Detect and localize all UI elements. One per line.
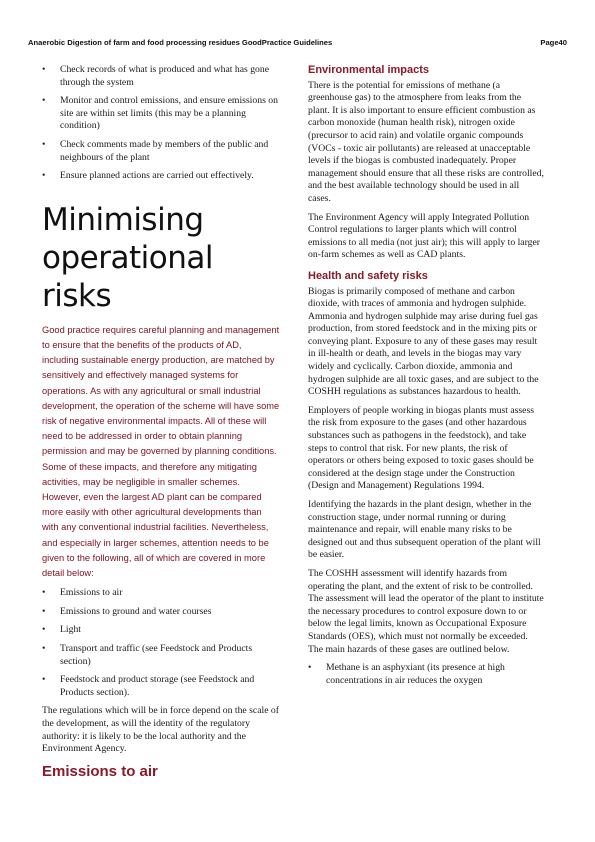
bullet-icon: • (42, 64, 46, 75)
list-item: • Emissions to air (42, 587, 123, 599)
paragraph: There is the potential for emissions of methane (a greenhouse gas) to the atmosphere from leaks from the plant. It is also important to ensure efficient combustion as carbon monoxide (human health risk), nitrogen oxide (precursor to acid rain) and volatile organic compounds (VOCs - toxic air pollutants) are released at unacceptable levels if the biogas is combusted inadequately. Proper management should ensure that all these risks are controlled, and the best available technology should be used in all cases. (308, 79, 544, 204)
list-item: • Emissions to ground and water courses (42, 605, 212, 617)
bullet-icon: • (42, 95, 46, 107)
risk-bullet-list (42, 587, 280, 699)
document-title: Anaerobic Digestion of farm and food processing residues GoodPractice Guidelines (28, 38, 333, 47)
list-item: • Check records of what is produced and what has gone through the system (42, 64, 270, 88)
hazard-bullet-list (308, 662, 544, 687)
top-bullet-list (42, 64, 280, 183)
bullet-icon: • (42, 138, 46, 150)
health-safety-heading: Health and safety risks (308, 269, 428, 282)
regulations-paragraph: The regulations which will be in force depend on the scale of the development, as will the identity of the regulatory authority: it is likely to be the local authority and the Environment Agency. (42, 705, 279, 755)
bullet-icon: • (42, 605, 46, 617)
bullet-icon: • (308, 662, 312, 674)
paragraph: The Environment Agency will apply Integrated Pollution Control regulations to larger plants which will control emissions to all media (not just air); this will apply to larger on-farm schemes as well as CAD plants. (308, 211, 541, 261)
environmental-impacts-heading: Environmental impacts (308, 64, 430, 76)
paragraph: Identifying the hazards in the plant design, whether in the construction stage, under normal running or during maintenance and repair, will enable many risks to be designed out and thus subsequent operation of the plant will be easier. (308, 499, 541, 561)
section-title: Minimising operational risks (42, 201, 213, 314)
paragraph: Employers of people working in biogas plants must assess the risk from exposure to the gases (and other hazardous substances such as pathogens in the feedstock), and take steps to control that risk. For new plants, the risk of operators or others being exposed to toxic gases should be considered at the design stage under the Construction (Design and Management) Regulations 1994. (308, 404, 535, 492)
intro-paragraph: Good practice requires careful planning and management to ensure that the benefits of the products of AD, including sustainable energy production, are matched by sensitively and effectively managed systems for operations. As with any agricultural or small industrial development, the operation of the scheme will have some risk of negative environmental impacts. All of these will need to be addressed in order to obtain planning permission and may be governed by planning conditions. Some of these impacts, and therefore any mitigating activities, may be negligible in smaller schemes. However, even the largest AD plant can be compared more easily with other agricultural developments than with any conventional industrial facilities. Nevertheless, and especially in larger schemes, attention needs to be given to the following, all of which are covered in more detail below: (42, 324, 280, 578)
bullet-icon: • (42, 170, 46, 182)
paragraph: The COSHH assessment will identify hazards from operating the plant, and the extent of risk to be controlled. The assessment will lead the operator of the plant to institute the necessary procedures to control exposure down to or below the legal limits, known as Occupational Exposure Standards (OES), which must not normally be exceeded. The main hazards of these gases are outlined below. (308, 567, 544, 655)
emissions-heading: Emissions to air (42, 762, 158, 780)
list-item: • Check comments made by members of the public and neighbours of the plant (42, 138, 269, 163)
paragraph: Biogas is primarily composed of methane and carbon dioxide, with traces of ammonia and hydrogen sulphide. Ammonia and hydrogen sulphide may arise during fuel gas production, from stored feedstock and in the mixing pits or conveying plant. Exposure to any of these gases may result in ill-health or death, and levels in the biogas may vary widely and cyclically. Carbon dioxide, ammonia and hydrogen sulphide are all toxic gases, and are subject to the COSHH regulations as substances hazardous to health. (308, 285, 539, 398)
page-number: Page40 (540, 38, 567, 47)
bullet-icon: • (42, 674, 46, 686)
bullet-icon: • (42, 587, 46, 599)
bullet-icon: • (42, 642, 46, 654)
left-column (42, 64, 280, 778)
list-item: • Monitor and control emissions, and ensure emissions on site are within set limits (this may be a planning condition) (42, 95, 278, 132)
list-item: • Transport and traffic (see Feedstock and Products section) (42, 642, 253, 667)
bullet-icon: • (42, 624, 46, 636)
list-item: • Ensure planned actions are carried out effectively. (42, 170, 254, 182)
right-column (308, 64, 544, 693)
list-item: • Feedstock and product storage (see Feedstock and Products section). (42, 674, 255, 698)
list-item: • Methane is an asphyxiant (its presence at high concentrations in air reduces the oxygen (308, 662, 505, 686)
page-header (28, 38, 567, 47)
list-item: • Light (42, 624, 81, 636)
